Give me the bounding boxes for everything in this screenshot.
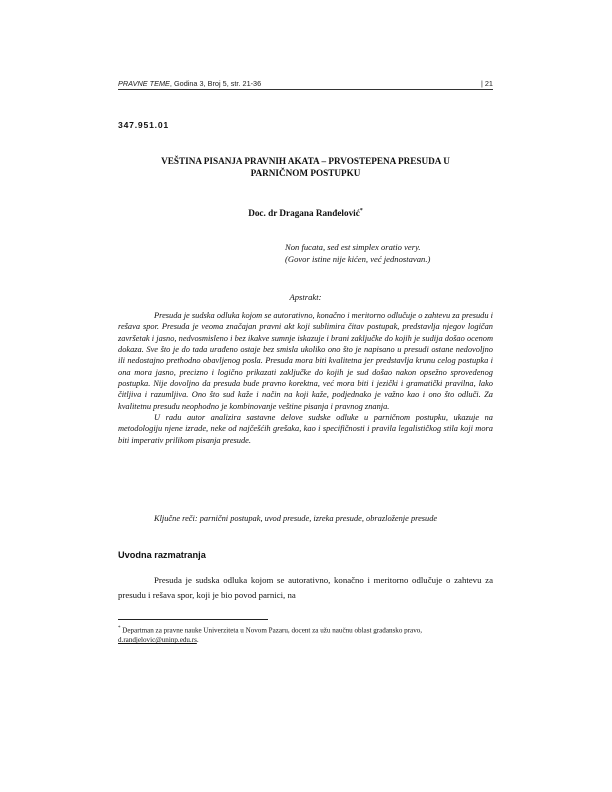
abstract-paragraph-2: U radu autor analizira sastavne delove sudske odluke u parničnom postupku, ukazuje na metodologiju njene izrade, neke od najčešćih grešaka, kao i specifičnosti i pravila legalističkog stila koji mora biti imperativ prilikom pisanja presude.	[118, 413, 493, 445]
author-email-link[interactable]: d.randjelovic@uninp.edu.rs	[118, 636, 197, 645]
epigraph	[285, 241, 495, 265]
footnote-text: Departman za pravne nauke Univerziteta u Novom Pazaru, docent za užu naučnu oblast građansko pravo,	[120, 626, 423, 635]
journal-issue-details: , Godina 3, Broj 5, str. 21-36	[169, 79, 262, 88]
section-heading: Uvodna razmatranja	[118, 550, 206, 560]
article-title	[118, 155, 493, 179]
abstract	[118, 310, 493, 446]
header-rule	[118, 89, 493, 90]
footnote-rule	[118, 619, 268, 620]
journal-name: PRAVNE TEME	[118, 79, 170, 88]
title-line-2: PARNIČNOM POSTUPKU	[250, 168, 361, 178]
page-number: | 21	[480, 79, 493, 88]
abstract-heading: Apstrakt:	[289, 292, 322, 302]
footnote-mark: *	[118, 626, 121, 631]
abstract-paragraph-1: Presuda je sudska odluka kojom se autorativno, konačno i meritorno odlučuje o zahtevu za presudu i rešava spor. Presuda je veoma značajan pravni akt koji sublimira čitav postupak, predstavlja njegov logičan završetak i jasno, nedvosmisleno i bez ikakve sumnje iskazuje i brani zaključke do kojih je sudija došao ocenom dokaza. Sve što je do tada urađeno ostaje bez smisla ukoliko ono što je napisano u presudi ostane nedovoljno ili nedostajno prethodno obavljenog posla. Presuda mora biti kvalitetna jer predstavlja krunu celog postupka i ona mora jasno, precizno i logično prikazati zaključke do kojih je sud došao nakon opsežno sprovedenog postupka. Nije dovoljno da presuda bude pravno korektna, već mora biti i jezički i gramatički pravilna, lako čitljiva i razumljiva. Ono što sud kaže i način na koji kaže, podjednako je važno kao i ono što odluči. Za kvalitetnu presudu neophodno je kombinovanje veštine pisanja i pravnog znanja.	[118, 311, 493, 411]
keywords	[118, 513, 493, 525]
author-name	[118, 208, 493, 218]
title-line-1: VEŠTINA PISANJA PRAVNIH AKATA – PRVOSTEPENA PRESUDA U	[161, 156, 450, 166]
author-footnote-mark: *	[359, 208, 363, 214]
running-head	[118, 79, 493, 88]
epigraph-translation: (Govor istine nije kićen, već jednostavan.)	[285, 254, 431, 264]
footnote-end: .	[196, 636, 199, 645]
author-text: Doc. dr Dragana Ranđelović	[248, 208, 360, 219]
udc-code: 347.951.01	[118, 120, 170, 130]
epigraph-latin: Non fucata, sed est simplex oratio very.	[285, 242, 421, 252]
body-paragraph-1: Presuda je sudska odluka kojom se autorativno, konačno i meritorno odlučuje o zahtevu za presudu i rešava spor, koji je bio povod parnici, na	[118, 575, 493, 600]
keywords-text: Ključne reči: parnični postupak, uvod presude, izreka presude, obrazloženje presude	[154, 514, 438, 523]
footnote	[118, 624, 493, 645]
body-text	[118, 573, 493, 602]
